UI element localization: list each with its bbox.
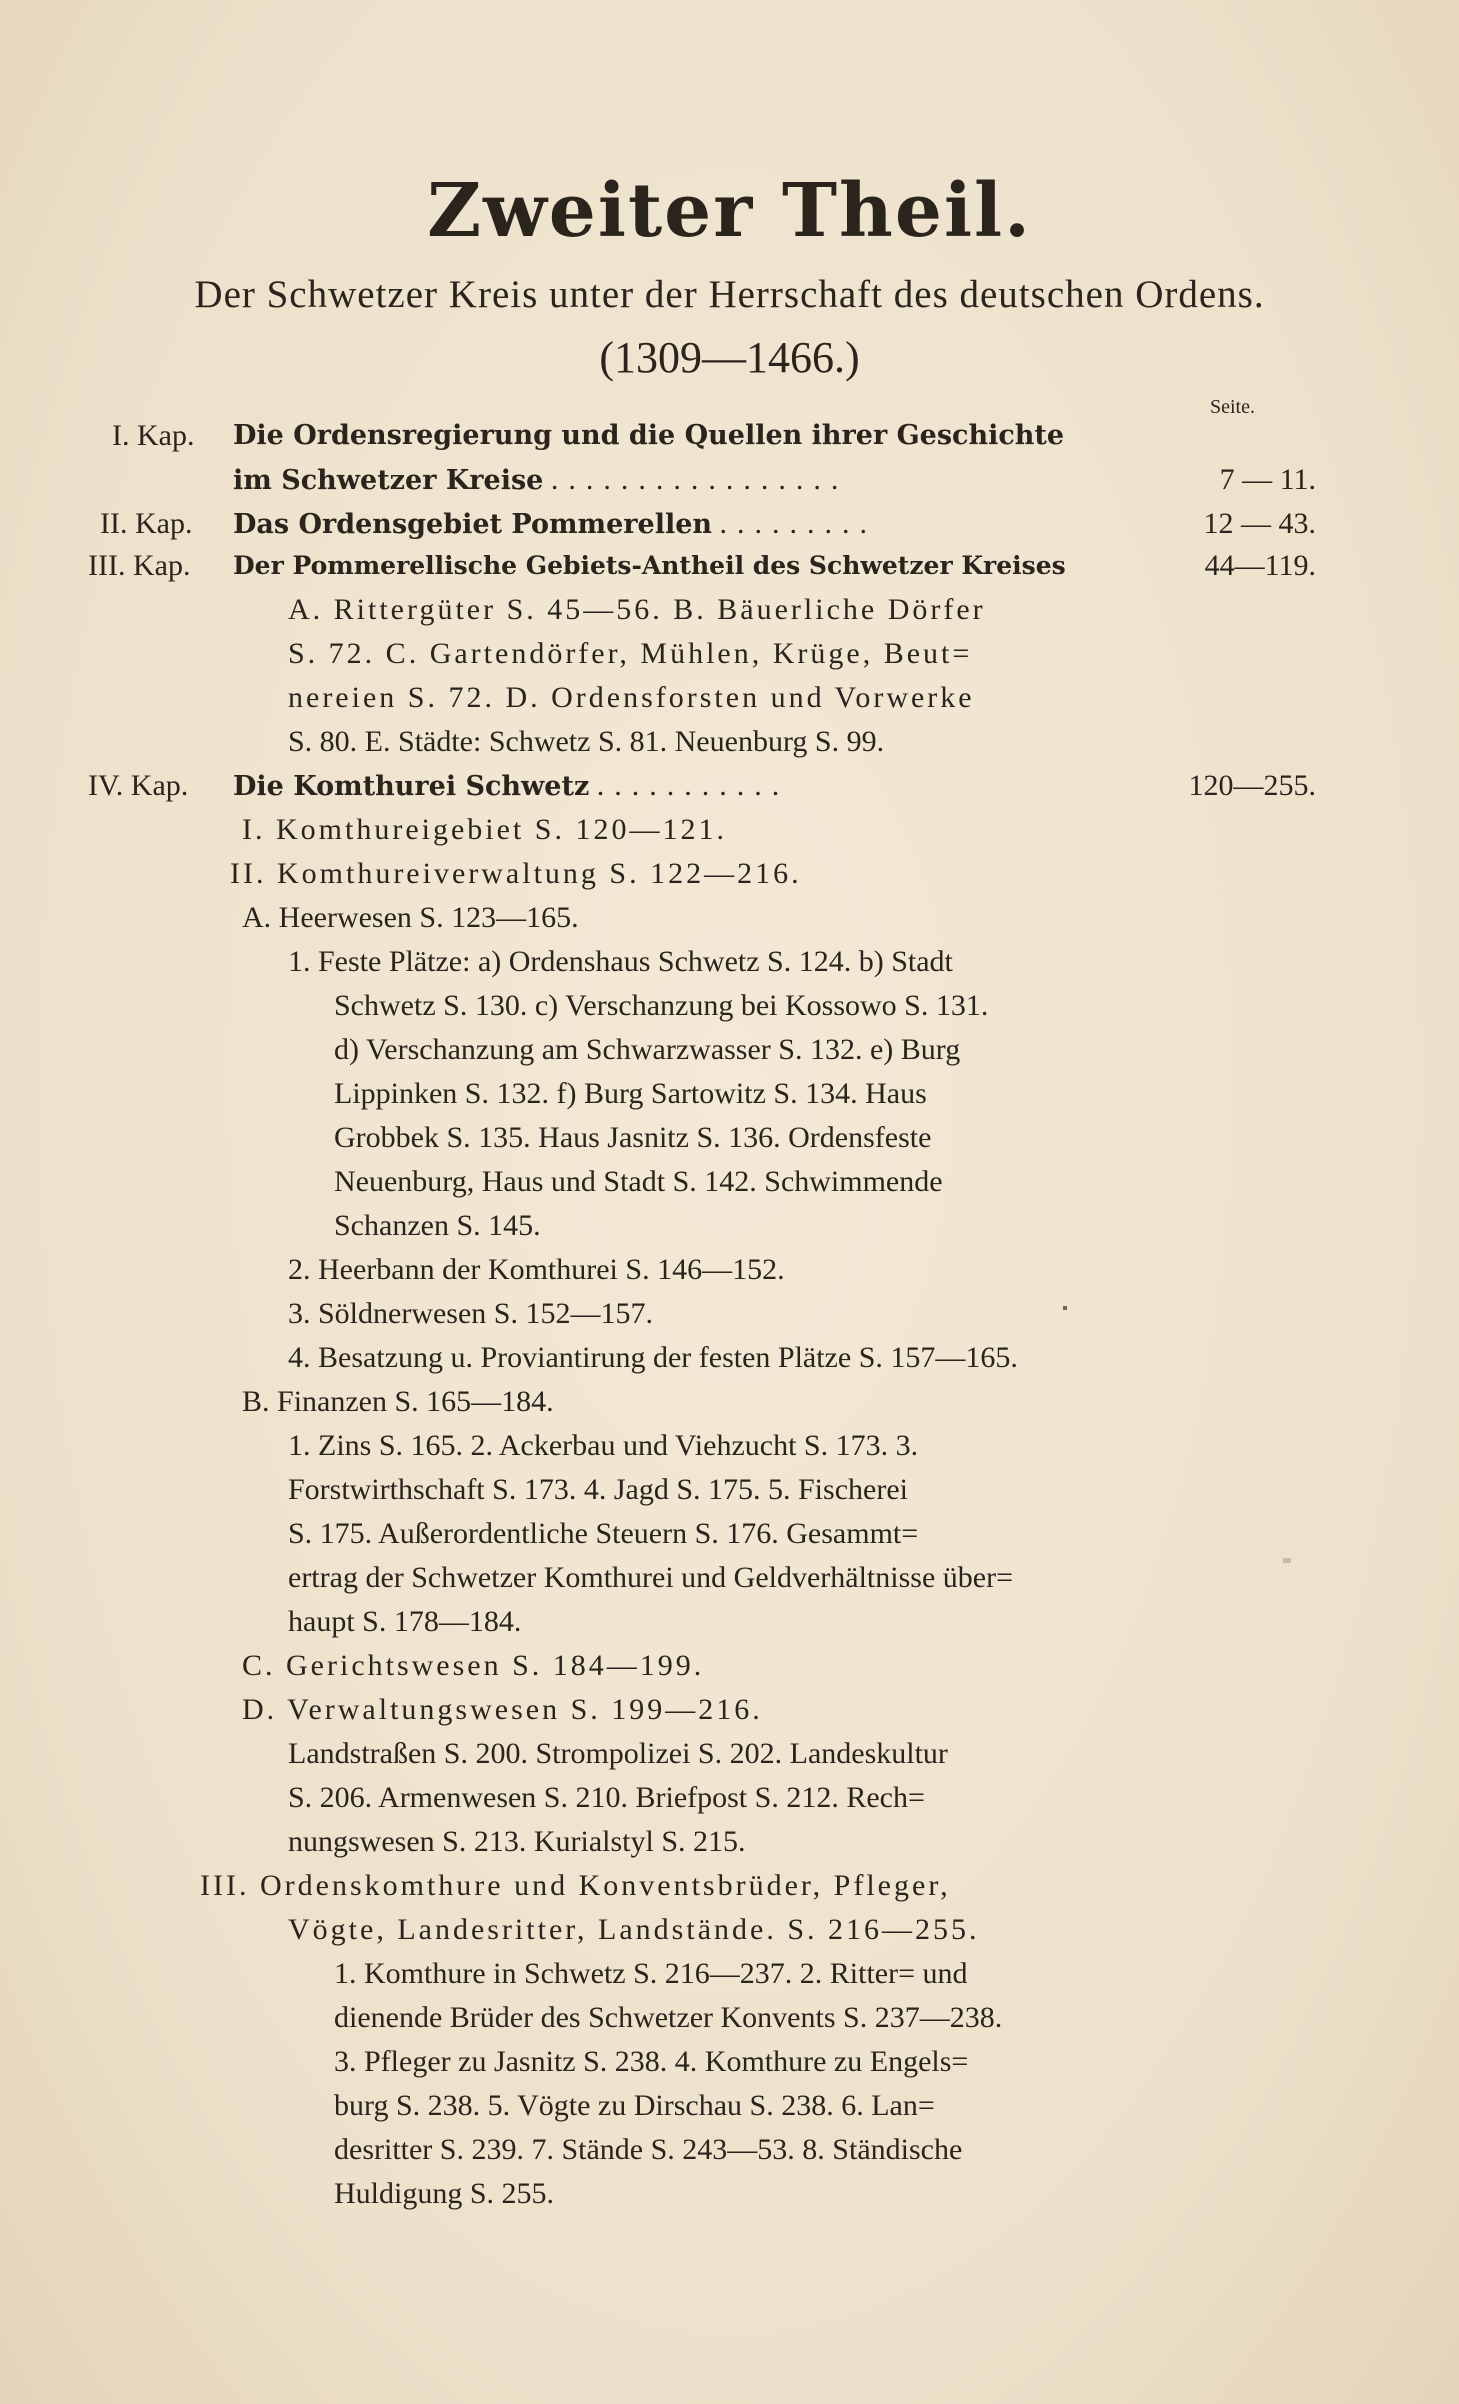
chapter-4-leader-dots: ........... — [596, 769, 790, 802]
chapter-3-entry: S. 72. C. Gartendörfer, Mühlen, Krüge, Beut= — [288, 637, 973, 670]
chapter-4-entry: Huldigung S. 255. — [334, 2177, 555, 2210]
chapter-4-entry: I. Komthureigebiet S. 120—121. — [242, 813, 727, 846]
chapter-4-entry: Vögte, Landesritter, Landstände. S. 216—255. — [288, 1913, 980, 1946]
chapter-1-title-line2: im Schwetzer Kreise — [233, 465, 544, 496]
chapter-4-entry: 1. Komthure in Schwetz S. 216—237. 2. Ritter= und — [334, 1957, 968, 1990]
chapter-4-entry: D. Verwaltungswesen S. 199—216. — [242, 1693, 763, 1726]
date-range: (1309—1466.) — [599, 333, 860, 382]
chapter-4-entry: desritter S. 239. 7. Stände S. 243—53. 8. Ständische — [334, 2133, 963, 2166]
seite-column-label: Seite. — [1210, 396, 1255, 418]
chapter-4-entry: S. 175. Außerordentliche Steuern S. 176. Gesammt= — [288, 1517, 919, 1550]
chapter-4-entry: III. Ordenskomthure und Konventsbrüder, Pfleger, — [200, 1869, 951, 1902]
chapter-2-title-row — [233, 504, 877, 544]
chapter-4-entry: burg S. 238. 5. Vögte zu Dirschau S. 238. 6. Lan= — [334, 2089, 935, 2122]
chapter-4-entry: 3. Söldnerwesen S. 152—157. — [288, 1297, 653, 1330]
chapter-1-leader-dots: ................. — [550, 463, 849, 496]
chapter-2-number: II. Kap. — [100, 507, 193, 540]
chapter-4-title: Die Komthurei Schwetz — [233, 771, 590, 802]
page-subtitle: Der Schwetzer Kreis unter der Herrschaft des deutschen Ordens. — [194, 273, 1265, 316]
chapter-4-entry: Forstwirthschaft S. 173. 4. Jagd S. 175. 5. Fischerei — [288, 1473, 908, 1506]
chapter-1-pages: 7 — 11. — [1219, 463, 1316, 496]
chapter-4-entry: 1. Feste Plätze: a) Ordenshaus Schwetz S. 124. b) Stadt — [288, 945, 953, 978]
chapter-3-pages: 44—119. — [1204, 549, 1316, 582]
chapter-2-pages: 12 — 43. — [1203, 507, 1316, 540]
chapter-4-entry: II. Komthureiverwaltung S. 122—216. — [230, 857, 802, 890]
chapter-4-entry: S. 206. Armenwesen S. 210. Briefpost S. 212. Rech= — [288, 1781, 925, 1814]
chapter-4-entry: Schanzen S. 145. — [334, 1209, 541, 1242]
chapter-4-entry: haupt S. 178—184. — [288, 1605, 522, 1638]
chapter-2-title: Das Ordensgebiet Pommerellen — [233, 509, 713, 540]
chapter-3-entry: nereien S. 72. D. Ordensforsten und Vorwerke — [288, 681, 975, 714]
chapter-1-title-line1: Die Ordensregierung und die Quellen ihrer Geschichte — [233, 420, 1065, 451]
paper-speck — [1283, 1558, 1291, 1563]
chapter-4-entry: Lippinken S. 132. f) Burg Sartowitz S. 134. Haus — [334, 1077, 927, 1110]
chapter-3-entry: S. 80. E. Städte: Schwetz S. 81. Neuenburg S. 99. — [288, 725, 885, 758]
chapter-4-entry: Landstraßen S. 200. Strompolizei S. 202. Landeskultur — [288, 1737, 948, 1770]
chapter-3-number: III. Kap. — [88, 549, 191, 582]
chapter-3-title: Der Pommerellische Gebiets-Antheil des Schwetzer Kreises — [233, 551, 1066, 580]
page-title: Zweiter Theil. — [427, 168, 1032, 254]
chapter-3-entry: A. Rittergüter S. 45—56. B. Bäuerliche Dörfer — [288, 593, 986, 626]
chapter-4-number: IV. Kap. — [88, 769, 189, 802]
chapter-4-entry: nungswesen S. 213. Kurialstyl S. 215. — [288, 1825, 746, 1858]
chapter-4-entry: 4. Besatzung u. Proviantirung der festen Plätze S. 157—165. — [288, 1341, 1018, 1374]
chapter-4-entry: Grobbek S. 135. Haus Jasnitz S. 136. Ordensfeste — [334, 1121, 932, 1154]
chapter-4-entry: 3. Pfleger zu Jasnitz S. 238. 4. Komthure zu Engels= — [334, 2045, 969, 2078]
chapter-4-entry: A. Heerwesen S. 123—165. — [242, 901, 579, 934]
chapter-4-entry: B. Finanzen S. 165—184. — [242, 1385, 554, 1418]
chapter-4-entry: Schwetz S. 130. c) Verschanzung bei Kossowo S. 131. — [334, 989, 989, 1022]
paper-speck — [1063, 1306, 1067, 1310]
chapter-4-entry: ertrag der Schwetzer Komthurei und Geldverhältnisse über= — [288, 1561, 1013, 1594]
chapter-4-pages: 120—255. — [1188, 769, 1316, 802]
chapter-4-title-row — [233, 766, 789, 806]
chapter-1-number: I. Kap. — [112, 419, 195, 452]
chapter-4-entry: 2. Heerbann der Komthurei S. 146—152. — [288, 1253, 785, 1286]
chapter-4-entry: d) Verschanzung am Schwarzwasser S. 132. e) Burg — [334, 1033, 961, 1066]
chapter-2-leader-dots: ......... — [719, 507, 878, 540]
chapter-4-entry: Neuenburg, Haus und Stadt S. 142. Schwimmende — [334, 1165, 943, 1198]
chapter-4-entry: 1. Zins S. 165. 2. Ackerbau und Viehzucht S. 173. 3. — [288, 1429, 919, 1462]
chapter-4-entry: C. Gerichtswesen S. 184—199. — [242, 1649, 705, 1682]
chapter-1-title-line2-row — [233, 460, 848, 500]
chapter-4-entry: dienende Brüder des Schwetzer Konvents S. 237—238. — [334, 2001, 1003, 2034]
